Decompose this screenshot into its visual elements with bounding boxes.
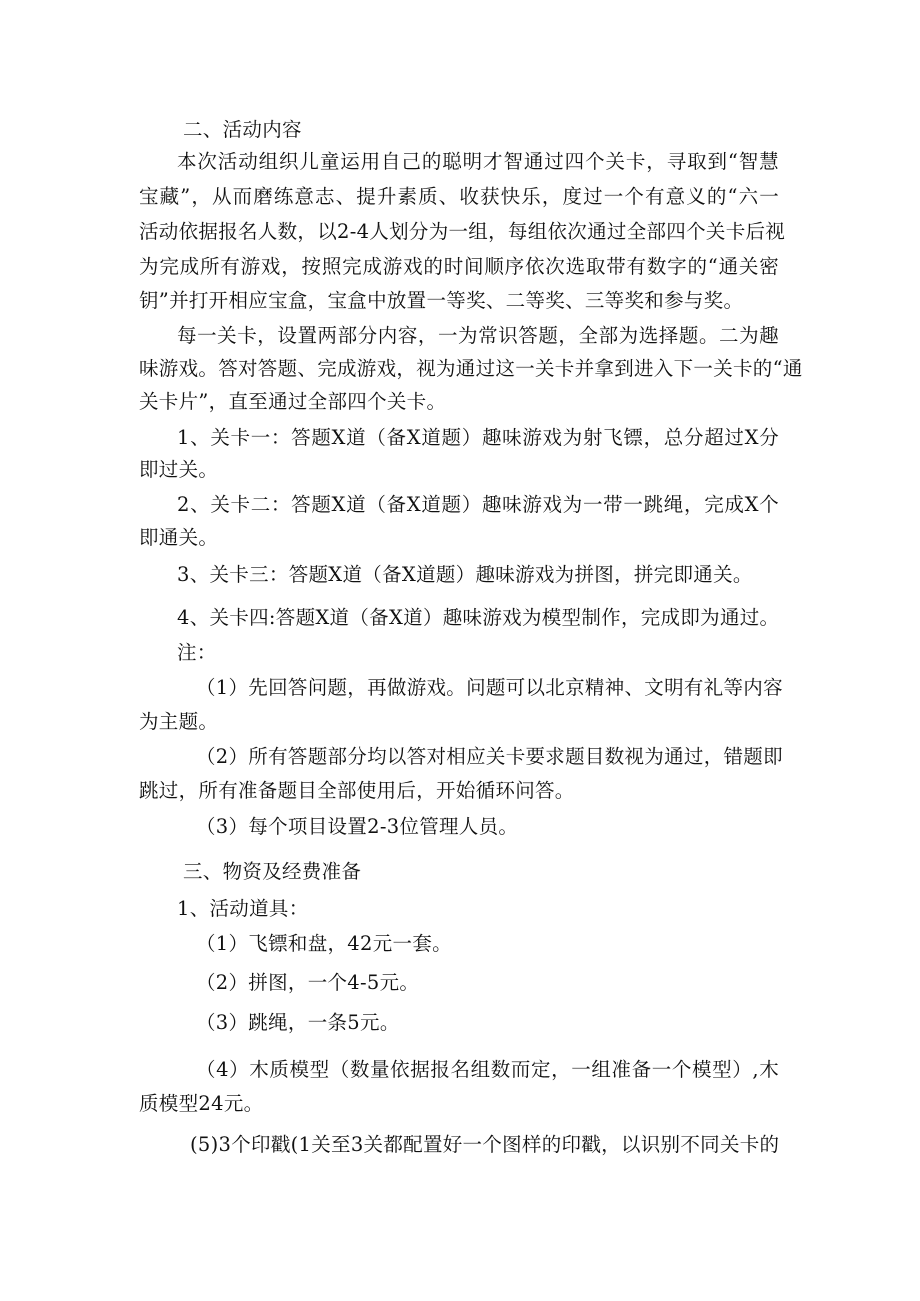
props-item-4-line-1: （4）木质模型（数量依据报名组数而定，一组准备一个模型）,木 [196,1058,779,1081]
levels-intro-line-1: 每一关卡，设置两部分内容，一为常识答题，全部为选择题。二为趣 [177,324,779,347]
props-heading: 1、活动道具： [177,897,309,920]
note-label: 注： [177,641,217,664]
note1-line-1: （1）先回答问题，再做游戏。问题可以北京精神、文明有礼等内容 [196,676,783,699]
level2-line-2: 即通关。 [139,526,219,549]
levels-intro-line-3: 关卡片”，直至通过全部四个关卡。 [139,390,447,413]
intro-line-4: 为完成所有游戏，按照完成游戏的时间顺序依次选取带有数字的“通关密 [139,255,779,278]
props-item-3: （3）跳绳，一条5元。 [196,1011,400,1034]
props-item-2: （2）拼图，一个4-5元。 [196,971,420,994]
props-item-5-line-1: (5)3个印戳(1关至3关都配置好一个图样的印戳，以识别不同关卡的 [190,1133,780,1156]
intro-line-1: 本次活动组织儿童运用自己的聪明才智通过四个关卡，寻取到“智慧 [177,150,779,173]
level1-line-1: 1、关卡一：答题X道（备X道题）趣味游戏为射飞镖，总分超过X分 [177,426,779,449]
props-item-1: （1）飞镖和盘，42元一套。 [196,932,452,955]
levels-intro-line-2: 味游戏。答对答题、完成游戏，视为通过这一关卡并拿到进入下一关卡的“通 [139,357,803,380]
level1-line-2: 即过关。 [139,458,219,481]
level4-line: 4、关卡四:答题X道（备X道）趣味游戏为模型制作，完成即为通过。 [177,606,780,629]
section3-heading: 三、物资及经费准备 [183,860,362,883]
level2-line-1: 2、关卡二：答题X道（备X道题）趣味游戏为一带一跳绳，完成X个 [177,493,779,516]
level3-line: 3、关卡三：答题X道（备X道题）趣味游戏为拼图，拼完即通关。 [177,563,753,586]
note2-line-2: 跳过，所有准备题目全部使用后，开始循环问答。 [139,779,575,802]
note2-line-1: （2）所有答题部分均以答对相应关卡要求题目数视为通过，错题即 [196,745,783,768]
intro-line-2: 宝藏”，从而磨练意志、提升素质、收获快乐，度过一个有意义的“六一 [139,185,779,208]
section2-heading: 二、活动内容 [183,118,302,141]
note1-line-2: 为主题。 [139,710,219,733]
intro-line-3: 活动依据报名人数，以2-4人划分为一组，每组依次通过全部四个关卡后视 [139,220,786,243]
props-item-4-line-2: 质模型24元。 [139,1092,264,1115]
note3-line: （3）每个项目设置2-3位管理人员。 [196,815,519,838]
intro-line-5: 钥”并打开相应宝盒，宝盒中放置一等奖、二等奖、三等奖和参与奖。 [139,289,744,312]
